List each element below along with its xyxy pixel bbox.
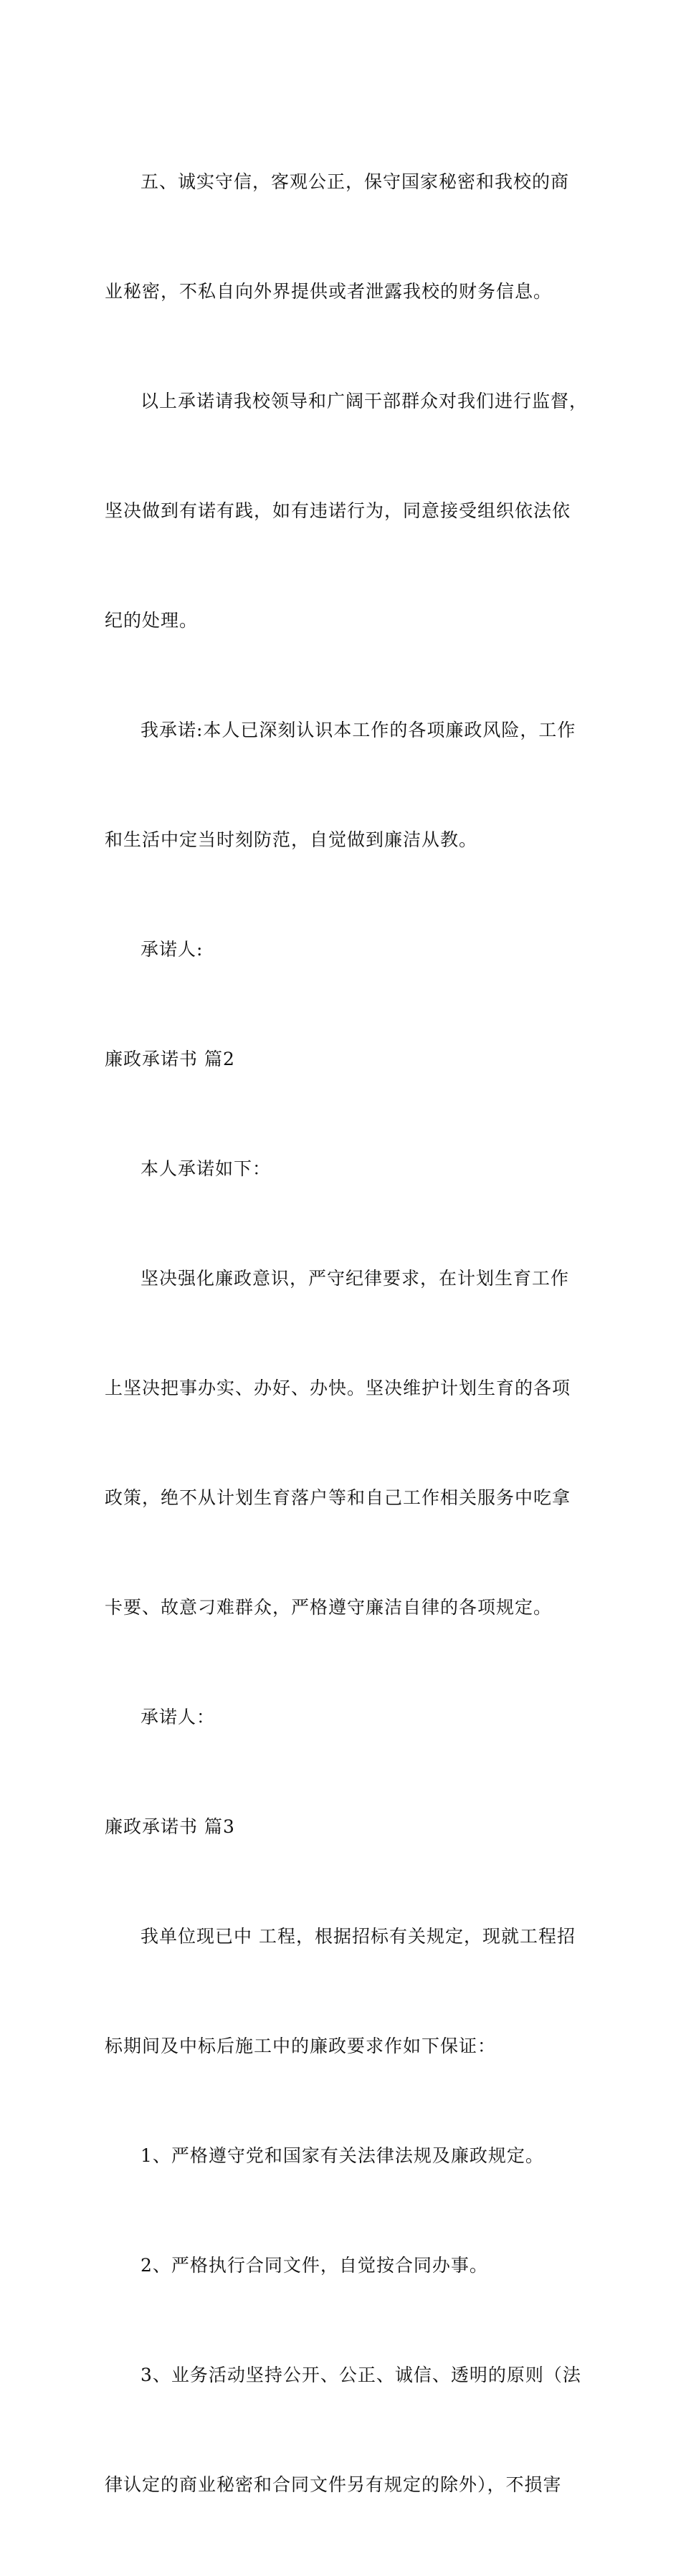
section-heading: 廉政承诺书 篇2: [105, 1049, 235, 1069]
document-body: [105, 90, 589, 2576]
text-line: 我承诺:本人已深刻认识本工作的各项廉政风险，工作: [141, 720, 576, 740]
text-line: 纪的处理。: [105, 610, 199, 631]
text-line: 以上承诺请我校领导和广阔干部群众对我们进行监督，: [141, 391, 589, 411]
list-item: 1、严格遵守党和国家有关法律法规及廉政规定。: [141, 2145, 544, 2166]
text-line: 本人承诺如下：: [141, 1158, 272, 1179]
text-line: 五、诚实守信，客观公正，保守国家秘密和我校的商: [141, 171, 570, 192]
section-heading: 廉政承诺书 篇3: [105, 1816, 235, 1837]
text-line: 上坚决把事办实、办好、办快。坚决维护计划生育的各项: [105, 1378, 571, 1398]
text-line: 卡要、故意刁难群众，严格遵守廉洁自律的各项规定。: [105, 1597, 553, 1618]
text-line: 政策，绝不从计划生育落户等和自己工作相关服务中吃拿: [105, 1487, 571, 1508]
text-line: 业秘密，不私自向外界提供或者泄露我校的财务信息。: [105, 281, 553, 302]
text-line: 我单位现已中 工程，根据招标有关规定，现就工程招: [141, 1926, 576, 1947]
signature-label: 承诺人:: [141, 939, 204, 960]
text-line: 律认定的商业秘密和合同文件另有规定的除外），不损害: [105, 2474, 562, 2495]
text-line: 标期间及中标后施工中的廉政要求作如下保证：: [105, 2036, 497, 2056]
signature-label: 承诺人：: [141, 1707, 216, 1727]
text-line: 坚决做到有诺有践，如有违诺行为，同意接受组织依法依: [105, 500, 571, 521]
text-line: 和生活中定当时刻防范，自觉做到廉洁从教。: [105, 829, 478, 850]
text-line: 坚决强化廉政意识，严守纪律要求，在计划生育工作: [141, 1268, 570, 1289]
list-item: 3、业务活动坚持公开、公正、诚信、透明的原则（法: [141, 2365, 581, 2385]
list-item: 2、严格执行合同文件，自觉按合同办事。: [141, 2255, 488, 2276]
